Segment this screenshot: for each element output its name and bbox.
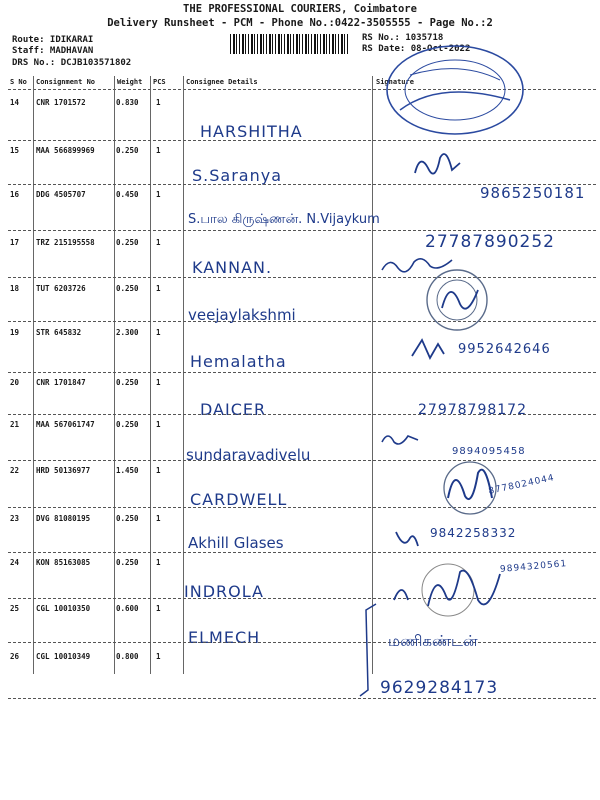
row-sno: 15 (10, 146, 20, 155)
rs-date: RS Date: 08-Oct-2022 (362, 44, 471, 54)
signature-row-21 (378, 428, 423, 450)
row-consignment: MAA 566899969 (36, 146, 95, 155)
row-weight: 0.800 (116, 652, 139, 661)
consignee-phone: 27787890252 (425, 232, 555, 252)
consignee-phone: 9865250181 (480, 184, 586, 202)
row-weight: 0.250 (116, 420, 139, 429)
col-divider (150, 76, 151, 674)
consignee-name: S.Saranya (192, 166, 282, 185)
consignee-name: ELMECH (188, 628, 261, 647)
row-weight: 0.830 (116, 98, 139, 107)
row-pcs: 1 (156, 514, 161, 523)
staff-label: Staff: MADHAVAN (12, 46, 94, 56)
row-divider (8, 414, 596, 415)
row-divider (8, 184, 596, 185)
row-weight: 0.250 (116, 378, 139, 387)
row-pcs: 1 (156, 652, 161, 661)
courier-stamp (380, 40, 530, 140)
runsheet-title: THE PROFESSIONAL COURIERS, Coimbatore (183, 3, 417, 15)
row-consignment: DVG 81080195 (36, 514, 91, 523)
row-consignment: DDG 4505707 (36, 190, 86, 199)
row-sno: 25 (10, 604, 20, 613)
consignee-phone: 9894095458 (452, 446, 526, 457)
row-weight: 0.250 (116, 284, 139, 293)
col-weight: Weight (117, 78, 143, 86)
col-signature: Signature (376, 78, 414, 86)
row-weight: 1.450 (116, 466, 139, 475)
row-divider (8, 277, 596, 278)
consignee-name: Akhill Glases (188, 534, 284, 552)
row-pcs: 1 (156, 190, 161, 199)
row-pcs: 1 (156, 238, 161, 247)
row-sno: 26 (10, 652, 20, 661)
row-pcs: 1 (156, 466, 161, 475)
consignee-phone: 9952642646 (458, 342, 551, 357)
runsheet-subtitle: Delivery Runsheet - PCM - Phone No.:0422-3505555 - Page No.:2 (107, 17, 493, 29)
row-consignment: CNR 1701847 (36, 378, 86, 387)
row-weight: 0.600 (116, 604, 139, 613)
consignee-name: INDROLA (184, 582, 264, 601)
rs-number: RS No.: 1035718 (362, 33, 444, 43)
consignee-name: KANNAN. (192, 258, 273, 277)
row-sno: 14 (10, 98, 20, 107)
row-consignment: HRD 50136977 (36, 466, 91, 475)
col-divider (372, 76, 373, 674)
signature-stamp-row-22 (430, 458, 520, 518)
row-sno: 18 (10, 284, 20, 293)
consignee-name: sundaravadivelu (186, 446, 311, 464)
signature-row-19 (408, 336, 448, 364)
row-consignment: TRZ 215195558 (36, 238, 95, 247)
signature-row-24 (388, 560, 508, 620)
col-divider (114, 76, 115, 674)
signature-row-23 (392, 528, 422, 553)
col-divider (33, 76, 34, 674)
drs-number: DRS No.: DCJB103571802 (12, 58, 132, 68)
row-divider (8, 642, 596, 643)
row-pcs: 1 (156, 328, 161, 337)
consignee-phone: 9842258332 (430, 526, 517, 540)
consignee-name: S.பால கிருஷ்ணன். N.Vijaykum (188, 212, 380, 227)
bracket-mark (352, 600, 382, 700)
col-consignment: Consignment No (36, 78, 96, 86)
row-pcs: 1 (156, 378, 161, 387)
consignee-name: மணிகண்டன் (388, 632, 478, 650)
row-pcs: 1 (156, 420, 161, 429)
row-sno: 20 (10, 378, 20, 387)
signature-row-15 (410, 148, 470, 188)
row-consignment: CGL 10010350 (36, 604, 91, 613)
consignee-phone: 9894320561 (499, 559, 568, 575)
row-consignment: CNR 1701572 (36, 98, 86, 107)
row-divider (8, 372, 596, 373)
row-consignment: STR 645832 (36, 328, 82, 337)
row-pcs: 1 (156, 604, 161, 613)
row-weight: 0.250 (116, 146, 139, 155)
row-consignment: TUT 6203726 (36, 284, 86, 293)
row-divider (8, 552, 596, 553)
row-weight: 0.250 (116, 558, 139, 567)
row-divider (8, 140, 596, 141)
row-pcs: 1 (156, 98, 161, 107)
row-sno: 22 (10, 466, 20, 475)
consignee-name: CARDWELL (190, 490, 288, 509)
row-sno: 16 (10, 190, 20, 199)
row-consignment: KON 85163085 (36, 558, 91, 567)
row-divider (8, 321, 596, 322)
row-sno: 21 (10, 420, 20, 429)
route-label: Route: IDIKARAI (12, 35, 94, 45)
row-divider (8, 698, 596, 699)
row-pcs: 1 (156, 146, 161, 155)
row-sno: 17 (10, 238, 20, 247)
row-weight: 0.250 (116, 514, 139, 523)
row-pcs: 1 (156, 284, 161, 293)
consignee-name: Hemalatha (190, 352, 287, 371)
row-sno: 19 (10, 328, 20, 337)
consignee-phone: 27978798172 (418, 402, 527, 418)
col-pcs: PCS (153, 78, 166, 86)
row-sno: 24 (10, 558, 20, 567)
row-divider (8, 230, 596, 231)
row-weight: 0.450 (116, 190, 139, 199)
row-sno: 23 (10, 514, 20, 523)
row-consignment: CGL 10010349 (36, 652, 91, 661)
row-consignment: MAA 567061747 (36, 420, 95, 429)
consignee-phone: 8778024044 (487, 473, 556, 497)
row-weight: 2.300 (116, 328, 139, 337)
row-weight: 0.250 (116, 238, 139, 247)
consignee-name: DAICER (200, 400, 267, 419)
row-pcs: 1 (156, 558, 161, 567)
barcode (230, 34, 350, 54)
consignee-phone: 9629284173 (380, 678, 499, 698)
col-sno: S No (10, 78, 27, 86)
col-consignee: Consignee Details (186, 78, 258, 86)
round-stamp (412, 268, 502, 333)
consignee-name: veejaylakshmi (188, 306, 296, 324)
consignee-name: HARSHITHA (200, 122, 303, 141)
